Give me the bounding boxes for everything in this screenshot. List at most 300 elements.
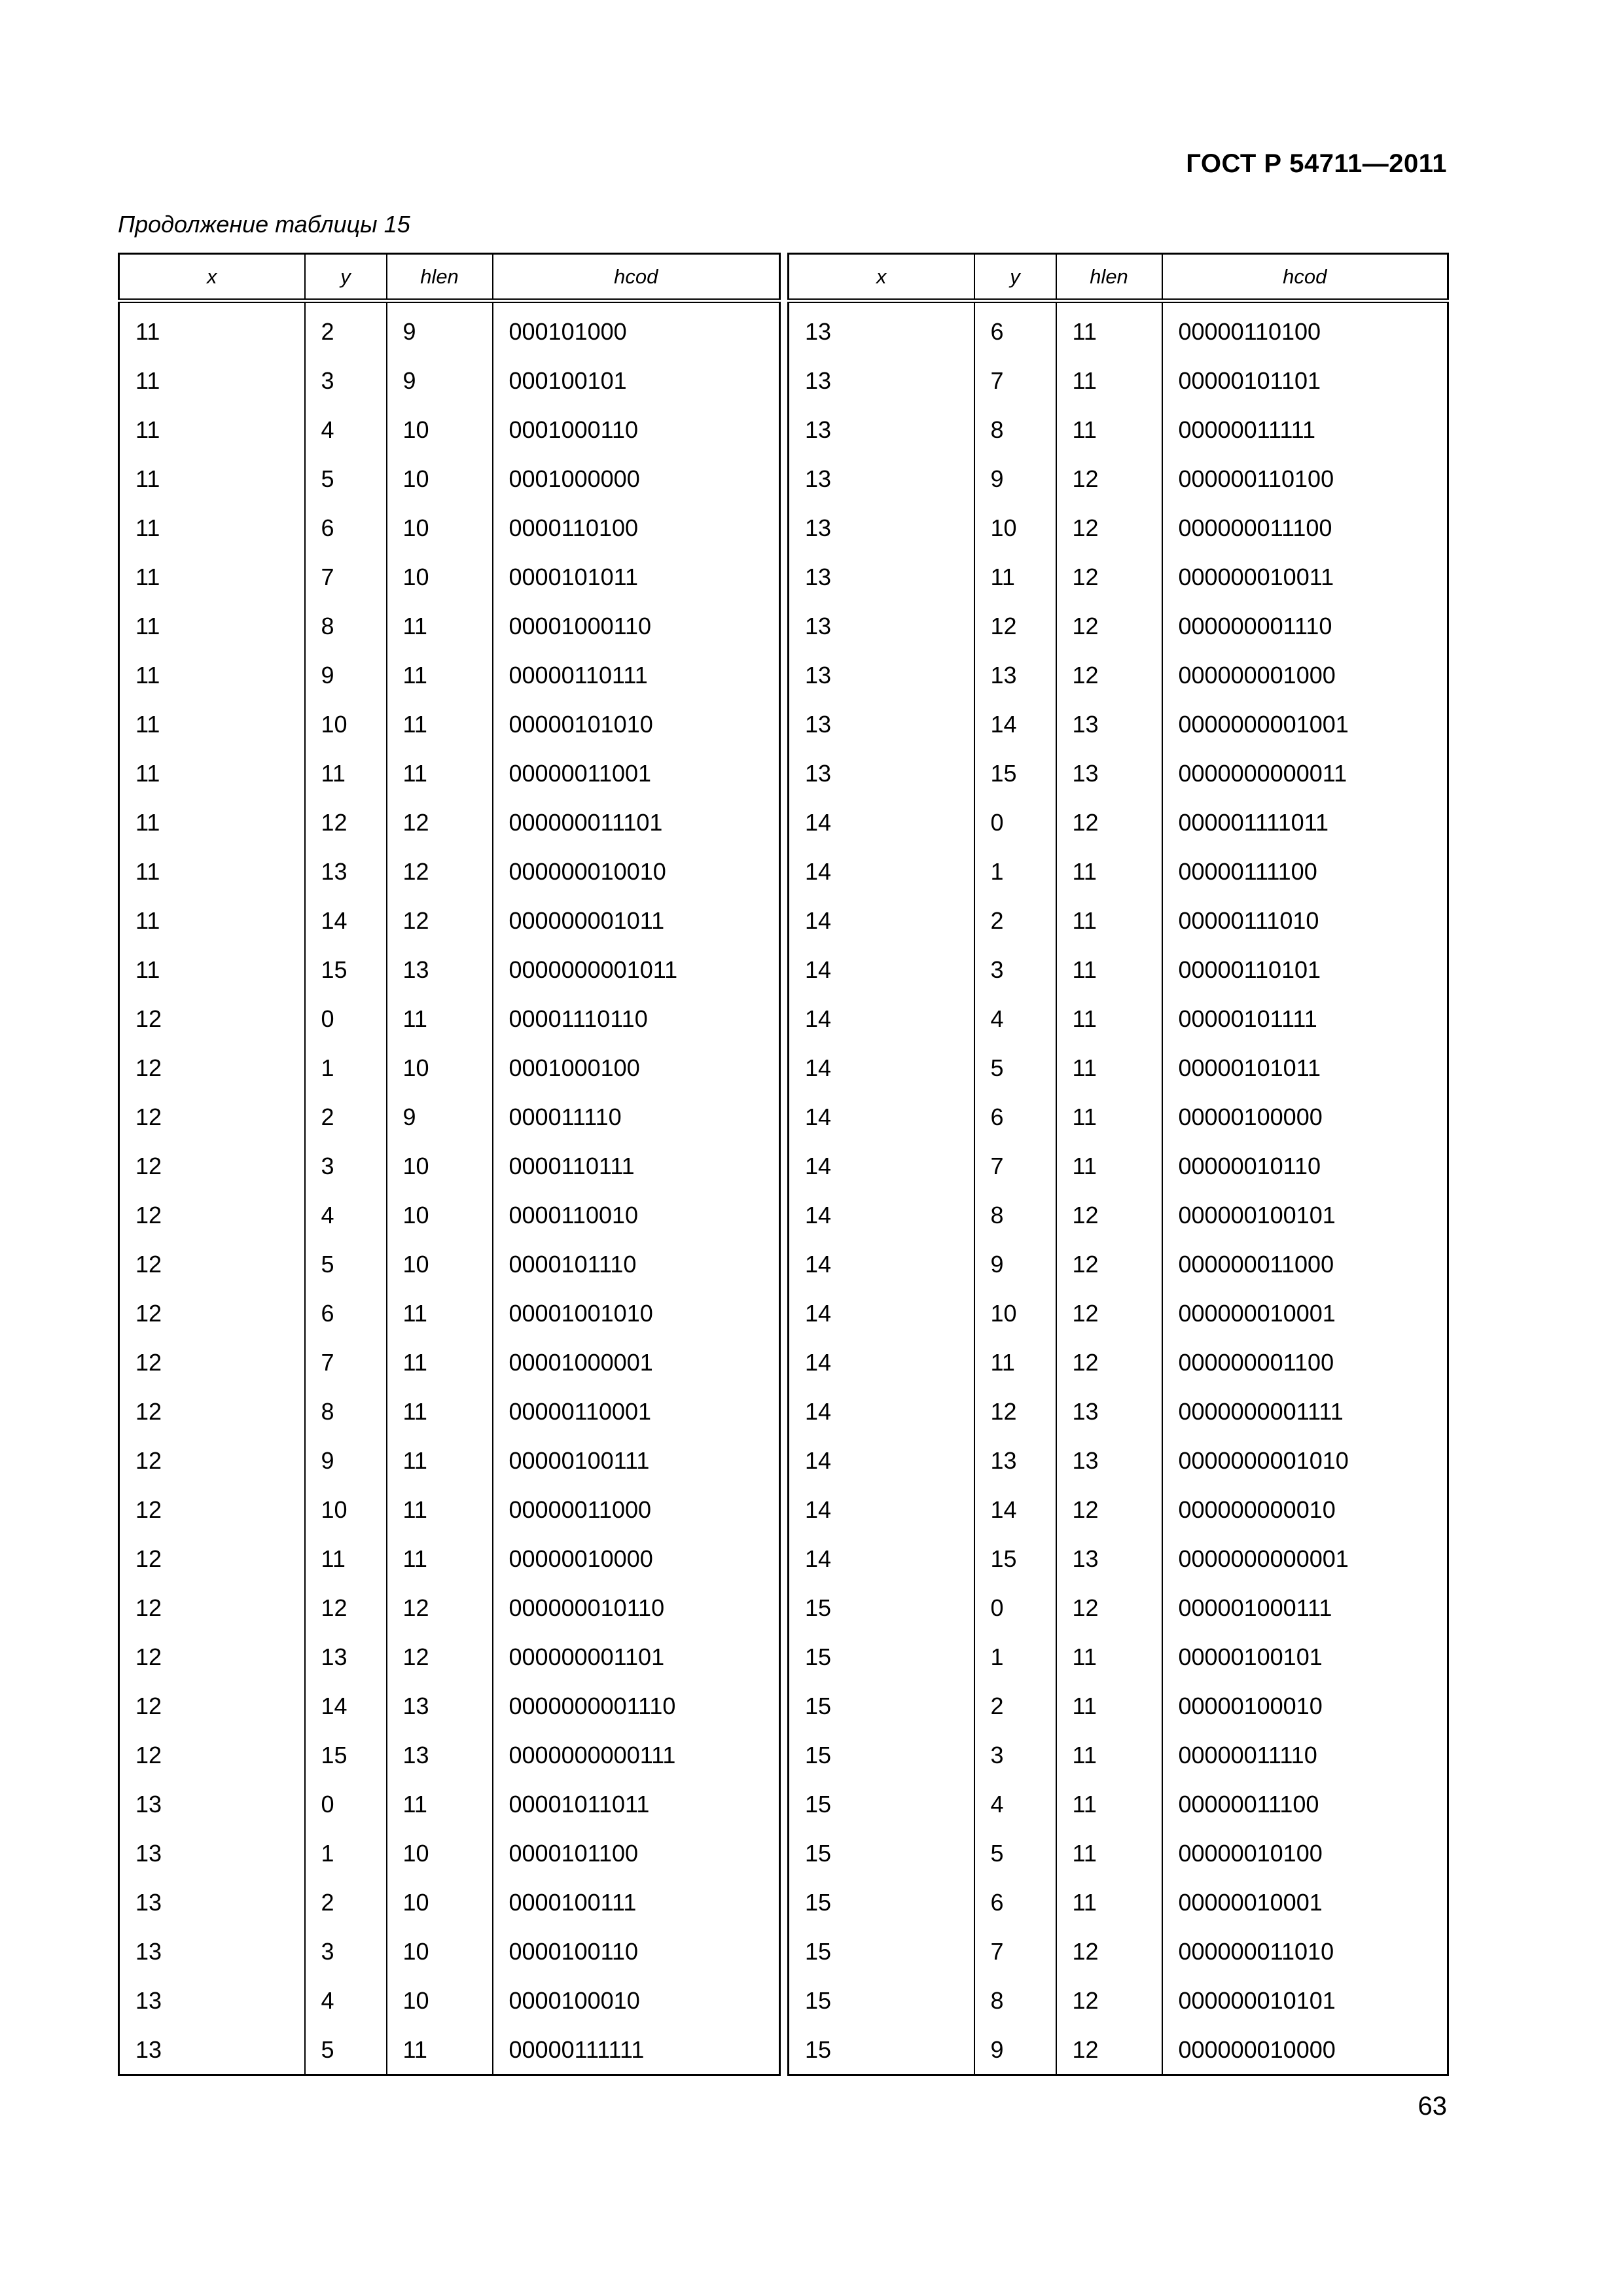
cell-y: 4 [305,1976,387,2025]
table-row [789,994,1448,1043]
cell-x: 12 [119,1534,305,1583]
table-row [119,1731,780,1780]
cell-hcod: 000000011100 [1162,503,1448,552]
column-header-hlen: hlen [1056,254,1162,301]
cell-x: 14 [789,1043,974,1092]
cell-x: 15 [789,1681,974,1731]
cell-x: 13 [119,1829,305,1878]
table-row [119,1338,780,1387]
cell-hcod: 000000010110 [493,1583,780,1632]
table-row [119,1191,780,1240]
cell-hcod: 0000101110 [493,1240,780,1289]
cell-y: 4 [305,405,387,454]
table-row [119,994,780,1043]
cell-x: 12 [119,1632,305,1681]
cell-x: 13 [789,552,974,601]
cell-hlen: 12 [387,847,493,896]
table-row [119,1583,780,1632]
cell-x: 14 [789,1141,974,1191]
cell-hlen: 9 [387,356,493,405]
table-row [119,552,780,601]
cell-hcod: 000100101 [493,356,780,405]
table-caption: Продолжение таблицы 15 [118,211,410,238]
cell-x: 12 [119,1289,305,1338]
cell-y: 9 [974,2025,1056,2075]
cell-hlen: 11 [387,1534,493,1583]
code-table-right [787,253,1449,2076]
cell-hlen: 11 [1056,1632,1162,1681]
cell-x: 11 [119,847,305,896]
cell-hlen: 11 [1056,1780,1162,1829]
cell-hcod: 000000010001 [1162,1289,1448,1338]
table-row [789,1141,1448,1191]
cell-x: 15 [789,1976,974,2025]
table-row [119,601,780,651]
cell-y: 9 [974,454,1056,503]
cell-y: 11 [974,552,1056,601]
cell-x: 14 [789,1436,974,1485]
cell-hlen: 10 [387,1878,493,1927]
cell-x: 11 [119,601,305,651]
cell-x: 13 [789,700,974,749]
cell-y: 13 [974,1436,1056,1485]
cell-x: 14 [789,896,974,945]
cell-x: 13 [119,1878,305,1927]
cell-y: 11 [974,1338,1056,1387]
cell-hcod: 00000101111 [1162,994,1448,1043]
cell-y: 14 [974,700,1056,749]
cell-hcod: 00001000001 [493,1338,780,1387]
cell-hcod: 00000101010 [493,700,780,749]
cell-y: 2 [305,1878,387,1927]
table-row [789,945,1448,994]
cell-hcod: 0000100111 [493,1878,780,1927]
cell-y: 7 [974,1141,1056,1191]
cell-hlen: 12 [1056,1191,1162,1240]
table-row [789,1583,1448,1632]
cell-hlen: 11 [1056,1878,1162,1927]
cell-hlen: 13 [387,1731,493,1780]
column-header-hcod: hcod [493,254,780,301]
cell-hcod: 000000011101 [493,798,780,847]
table-row [119,798,780,847]
column-header-hcod: hcod [1162,254,1448,301]
cell-y: 1 [305,1829,387,1878]
cell-hlen: 11 [1056,994,1162,1043]
cell-x: 15 [789,1927,974,1976]
cell-x: 14 [789,994,974,1043]
table-row [119,301,780,357]
table-row [119,1976,780,2025]
cell-x: 15 [789,1731,974,1780]
document-code: ГОСТ Р 54711—2011 [1186,149,1447,178]
cell-hcod: 00000111100 [1162,847,1448,896]
cell-hlen: 11 [1056,896,1162,945]
cell-hlen: 11 [1056,405,1162,454]
cell-x: 11 [119,356,305,405]
cell-y: 3 [305,1927,387,1976]
cell-x: 14 [789,1534,974,1583]
table-row [789,1780,1448,1829]
cell-hcod: 00000100000 [1162,1092,1448,1141]
cell-hcod: 00000110001 [493,1387,780,1436]
cell-hcod: 0000101100 [493,1829,780,1878]
cell-hcod: 00000010100 [1162,1829,1448,1878]
cell-y: 0 [305,1780,387,1829]
cell-hlen: 12 [387,1632,493,1681]
cell-y: 2 [974,896,1056,945]
table-row [119,454,780,503]
cell-y: 8 [305,601,387,651]
cell-hcod: 00000011001 [493,749,780,798]
cell-hcod: 00000101011 [1162,1043,1448,1092]
table-row [789,1436,1448,1485]
cell-y: 2 [974,1681,1056,1731]
cell-hcod: 0000000001111 [1162,1387,1448,1436]
cell-hcod: 00000111010 [1162,896,1448,945]
table-row [119,356,780,405]
table-row [789,503,1448,552]
cell-hcod: 00000011111 [1162,405,1448,454]
cell-x: 11 [119,896,305,945]
cell-x: 11 [119,651,305,700]
cell-y: 3 [974,1731,1056,1780]
cell-hlen: 12 [1056,1485,1162,1534]
cell-x: 11 [119,798,305,847]
cell-hlen: 12 [1056,1927,1162,1976]
table-row [119,1141,780,1191]
table-row [119,405,780,454]
cell-hcod: 00001000110 [493,601,780,651]
cell-x: 12 [119,1681,305,1731]
column-header-y: y [305,254,387,301]
cell-x: 14 [789,1485,974,1534]
cell-x: 13 [789,405,974,454]
cell-hcod: 000000010101 [1162,1976,1448,2025]
cell-hcod: 0000100010 [493,1976,780,2025]
cell-hlen: 10 [387,405,493,454]
cell-x: 12 [119,1191,305,1240]
cell-y: 4 [974,994,1056,1043]
cell-x: 12 [119,1387,305,1436]
table-row [119,2025,780,2075]
cell-y: 5 [305,2025,387,2075]
cell-hlen: 11 [387,1387,493,1436]
cell-x: 12 [119,1485,305,1534]
cell-hcod: 00000110100 [1162,301,1448,357]
table-row [789,1878,1448,1927]
cell-x: 12 [119,1338,305,1387]
cell-hlen: 12 [1056,1583,1162,1632]
cell-y: 10 [305,1485,387,1534]
cell-hcod: 0000100110 [493,1927,780,1976]
cell-hlen: 10 [387,454,493,503]
cell-hlen: 11 [1056,356,1162,405]
cell-hcod: 000001000111 [1162,1583,1448,1632]
cell-y: 0 [974,798,1056,847]
cell-hcod: 000000001100 [1162,1338,1448,1387]
cell-x: 12 [119,1043,305,1092]
cell-y: 0 [305,994,387,1043]
cell-hlen: 10 [387,1141,493,1191]
cell-hcod: 000000010000 [1162,2025,1448,2075]
cell-hlen: 11 [387,651,493,700]
table-row [119,1240,780,1289]
cell-hcod: 00000011110 [1162,1731,1448,1780]
cell-y: 8 [974,1976,1056,2025]
cell-hlen: 11 [1056,1731,1162,1780]
cell-x: 14 [789,798,974,847]
cell-y: 12 [305,798,387,847]
table-row [119,700,780,749]
cell-hlen: 12 [387,896,493,945]
cell-hcod: 00000010000 [493,1534,780,1583]
table-row [119,1681,780,1731]
cell-y: 8 [305,1387,387,1436]
table-header-row [119,254,780,301]
cell-y: 1 [974,847,1056,896]
cell-hcod: 0000000000001 [1162,1534,1448,1583]
cell-hlen: 10 [387,1191,493,1240]
cell-hlen: 13 [387,1681,493,1731]
cell-x: 13 [119,1976,305,2025]
cell-hlen: 12 [1056,1338,1162,1387]
table-row [119,1534,780,1583]
cell-hcod: 0000000001011 [493,945,780,994]
table-row [119,1092,780,1141]
cell-hcod: 0000000001010 [1162,1436,1448,1485]
table-row [789,1043,1448,1092]
cell-hlen: 12 [1056,1976,1162,2025]
cell-y: 7 [974,356,1056,405]
cell-y: 0 [974,1583,1056,1632]
cell-hcod: 000000001000 [1162,651,1448,700]
cell-x: 13 [789,356,974,405]
table-row [119,1878,780,1927]
cell-hlen: 13 [1056,700,1162,749]
table-row [789,1976,1448,2025]
cell-x: 14 [789,1387,974,1436]
table-row [789,1681,1448,1731]
table-row [789,405,1448,454]
cell-hcod: 0001000110 [493,405,780,454]
cell-hcod: 000000011000 [1162,1240,1448,1289]
cell-hcod: 000000010010 [493,847,780,896]
cell-y: 9 [974,1240,1056,1289]
table-row [789,1191,1448,1240]
cell-y: 7 [305,1338,387,1387]
cell-y: 4 [305,1191,387,1240]
cell-y: 5 [974,1043,1056,1092]
cell-hcod: 0000000000011 [1162,749,1448,798]
table-row [119,847,780,896]
table-row [789,1289,1448,1338]
cell-x: 15 [789,1780,974,1829]
cell-y: 8 [974,405,1056,454]
table-row [789,301,1448,357]
cell-hlen: 11 [1056,1829,1162,1878]
cell-hlen: 13 [1056,749,1162,798]
column-header-x: x [119,254,305,301]
cell-hcod: 000000010011 [1162,552,1448,601]
cell-x: 14 [789,945,974,994]
cell-y: 2 [305,301,387,357]
cell-x: 14 [789,1338,974,1387]
cell-hlen: 11 [387,994,493,1043]
cell-hlen: 10 [387,1927,493,1976]
cell-hlen: 11 [1056,1141,1162,1191]
cell-hlen: 11 [1056,1681,1162,1731]
cell-x: 13 [119,1927,305,1976]
cell-y: 15 [305,1731,387,1780]
table-row [789,651,1448,700]
cell-hcod: 00000011000 [493,1485,780,1534]
cell-y: 1 [974,1632,1056,1681]
cell-hlen: 10 [387,1976,493,2025]
cell-y: 13 [974,651,1056,700]
cell-x: 13 [789,301,974,357]
cell-x: 15 [789,1829,974,1878]
code-table-left [118,253,781,2076]
page-number: 63 [1418,2092,1447,2121]
cell-x: 12 [119,1436,305,1485]
cell-hlen: 11 [1056,1043,1162,1092]
cell-y: 13 [305,1632,387,1681]
cell-hcod: 0000000001110 [493,1681,780,1731]
cell-y: 10 [974,1289,1056,1338]
cell-y: 10 [974,503,1056,552]
cell-hlen: 11 [387,749,493,798]
cell-hlen: 11 [387,1780,493,1829]
cell-hlen: 9 [387,1092,493,1141]
cell-hlen: 12 [1056,601,1162,651]
cell-hcod: 0000101011 [493,552,780,601]
cell-hcod: 000011110 [493,1092,780,1141]
cell-hlen: 11 [387,2025,493,2075]
cell-y: 3 [974,945,1056,994]
column-header-y: y [974,254,1056,301]
cell-hcod: 00000011100 [1162,1780,1448,1829]
cell-hlen: 10 [387,552,493,601]
cell-hcod: 00001001010 [493,1289,780,1338]
cell-hcod: 000000001011 [493,896,780,945]
cell-hlen: 12 [1056,552,1162,601]
cell-hlen: 12 [1056,454,1162,503]
cell-y: 14 [974,1485,1056,1534]
cell-x: 14 [789,847,974,896]
cell-x: 13 [789,601,974,651]
cell-hcod: 000000011010 [1162,1927,1448,1976]
cell-hlen: 13 [1056,1436,1162,1485]
table-row [789,798,1448,847]
cell-hcod: 000101000 [493,301,780,357]
cell-hcod: 00000110101 [1162,945,1448,994]
cell-y: 13 [305,847,387,896]
cell-hlen: 11 [1056,301,1162,357]
cell-hlen: 13 [1056,1387,1162,1436]
cell-x: 12 [119,1092,305,1141]
table-row [789,1731,1448,1780]
table-row [119,896,780,945]
cell-x: 12 [119,994,305,1043]
cell-hlen: 11 [1056,945,1162,994]
cell-y: 11 [305,1534,387,1583]
table-header-row [789,254,1448,301]
cell-hlen: 10 [387,1829,493,1878]
table-row [789,1092,1448,1141]
cell-hlen: 11 [387,1436,493,1485]
cell-hlen: 12 [387,1583,493,1632]
table-row [789,1632,1448,1681]
table-row [119,1829,780,1878]
cell-x: 15 [789,1632,974,1681]
cell-hcod: 0000110010 [493,1191,780,1240]
cell-hlen: 12 [1056,798,1162,847]
cell-hlen: 13 [387,945,493,994]
cell-x: 11 [119,454,305,503]
cell-y: 14 [305,1681,387,1731]
cell-y: 14 [305,896,387,945]
cell-y: 1 [305,1043,387,1092]
cell-y: 15 [974,1534,1056,1583]
cell-hlen: 11 [387,700,493,749]
table-row [119,1632,780,1681]
cell-y: 9 [305,651,387,700]
table-row [789,1927,1448,1976]
cell-y: 2 [305,1092,387,1141]
table-row [119,1387,780,1436]
cell-hcod: 0000110100 [493,503,780,552]
table-row [789,356,1448,405]
cell-hcod: 0000110111 [493,1141,780,1191]
cell-y: 3 [305,356,387,405]
cell-hcod: 00000101101 [1162,356,1448,405]
cell-y: 9 [305,1436,387,1485]
cell-hcod: 000000001110 [1162,601,1448,651]
cell-hcod: 00001110110 [493,994,780,1043]
cell-x: 14 [789,1240,974,1289]
cell-hcod: 00000010001 [1162,1878,1448,1927]
table-row [119,651,780,700]
cell-y: 6 [305,503,387,552]
cell-y: 12 [974,601,1056,651]
table-row [789,1240,1448,1289]
cell-x: 13 [789,454,974,503]
cell-y: 4 [974,1780,1056,1829]
cell-x: 12 [119,1583,305,1632]
table-row [789,2025,1448,2075]
table-row [789,1338,1448,1387]
cell-y: 6 [974,1878,1056,1927]
cell-hlen: 12 [1056,503,1162,552]
cell-hlen: 13 [1056,1534,1162,1583]
cell-x: 15 [789,1878,974,1927]
cell-hlen: 10 [387,503,493,552]
table-row [789,847,1448,896]
table-row [119,1485,780,1534]
cell-y: 6 [974,301,1056,357]
cell-x: 13 [789,749,974,798]
cell-x: 14 [789,1289,974,1338]
cell-hcod: 00001011011 [493,1780,780,1829]
cell-y: 7 [305,552,387,601]
cell-hcod: 0001000100 [493,1043,780,1092]
cell-hcod: 00000100111 [493,1436,780,1485]
cell-y: 5 [974,1829,1056,1878]
table-row [119,503,780,552]
cell-hcod: 000000100101 [1162,1191,1448,1240]
cell-hcod: 000001111011 [1162,798,1448,847]
